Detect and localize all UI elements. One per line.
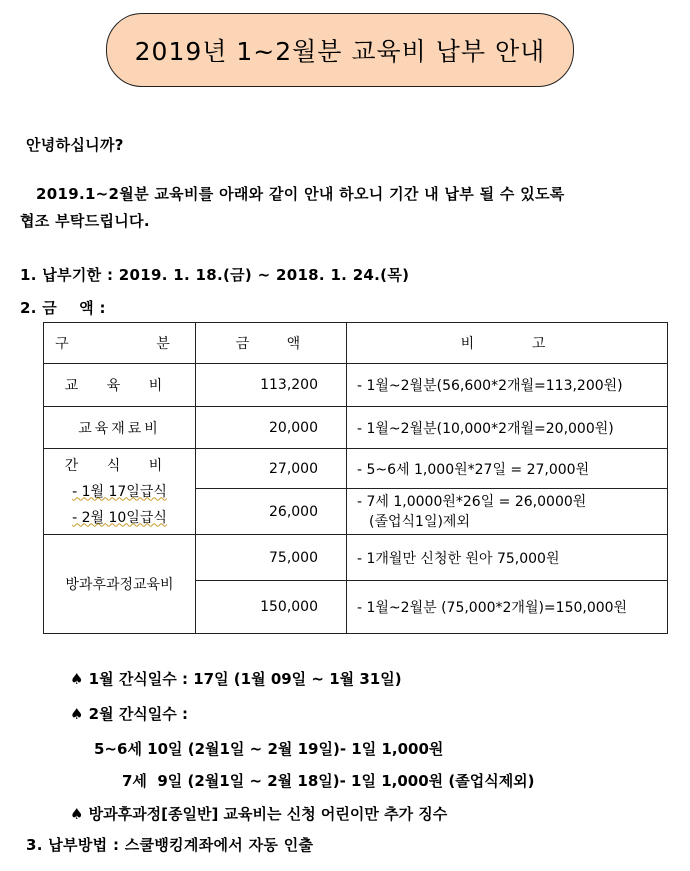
row-snack-note-1: - 5~6세 1,000원*27일 = 27,000원 <box>347 449 668 489</box>
note-feb-7: 7세 9일 (2월1일 ~ 2월 18일)- 1일 1,000원 (졸업식제외) <box>122 772 535 790</box>
header-amount: 금 액 <box>196 323 347 364</box>
greeting: 안녕하십니까? <box>26 136 124 154</box>
table-row <box>44 407 668 449</box>
document-title: 2019년 1~2월분 교육비 납부 안내 <box>106 13 574 87</box>
row-afterschool-note-1: - 1개월만 신청한 원아 75,000원 <box>347 535 668 581</box>
section-amount: 2. 금 액 : <box>20 299 106 317</box>
snack-title: 간 식 비 <box>64 457 175 474</box>
row-materials-note: - 1월~2월분(10,000*2개월=20,000원) <box>347 407 668 449</box>
row-afterschool-label: 방과후과정교육비 <box>44 535 196 634</box>
header-remarks: 비 고 <box>347 323 668 364</box>
row-materials-label: 교육재료비 <box>44 407 196 449</box>
row-tuition-label: 교 육 비 <box>44 364 196 407</box>
row-tuition-note: - 1월~2월분(56,600*2개월=113,200원) <box>347 364 668 407</box>
fee-table <box>43 322 668 634</box>
snack-note-2b: (졸업식1일)제외 <box>369 513 470 530</box>
intro-line-1: 2019.1~2월분 교육비를 아래와 같이 안내 하오니 기간 내 납부 될 수 있도록 <box>36 185 565 203</box>
row-afterschool-amount-1: 75,000 <box>196 535 347 581</box>
row-afterschool-amount-2: 150,000 <box>196 581 347 634</box>
row-snack-label <box>44 449 196 535</box>
note-feb-snack-days: ♠ 2월 간식일수 : <box>70 705 188 723</box>
row-snack-note-2 <box>347 489 668 535</box>
note-jan-snack-days: ♠ 1월 간식일수 : 17일 (1월 09일 ~ 1월 31일) <box>70 670 402 688</box>
row-tuition-amount: 113,200 <box>196 364 347 407</box>
row-materials-amount: 20,000 <box>196 407 347 449</box>
table-row <box>44 535 668 581</box>
row-snack-amount-2: 26,000 <box>196 489 347 535</box>
table-row <box>44 449 668 489</box>
note-feb-5-6: 5~6세 10일 (2월1일 ~ 2월 19일)- 1일 1,000원 <box>94 740 444 758</box>
row-snack-amount-1: 27,000 <box>196 449 347 489</box>
section-payment-deadline: 1. 납부기한 : 2019. 1. 18.(금) ~ 2018. 1. 24.(목) <box>20 266 410 284</box>
section-payment-method: 3. 납부방법 : 스쿨뱅킹계좌에서 자동 인출 <box>26 836 314 854</box>
table-row <box>44 364 668 407</box>
row-afterschool-note-2: - 1월~2월분 (75,000*2개월)=150,000원 <box>347 581 668 634</box>
table-header-row <box>44 323 668 364</box>
snack-note-2a: - 7세 1,0000원*26일 = 26,0000원 <box>357 493 587 510</box>
snack-sub-feb: - 2월 10일급식 <box>72 509 167 526</box>
header-category: 구 분 <box>44 323 196 364</box>
note-afterschool-extra: ♠ 방과후과정[종일반] 교육비는 신청 어린이만 추가 징수 <box>70 805 448 823</box>
snack-sub-jan: - 1월 17일급식 <box>72 483 167 500</box>
intro-line-2: 협조 부탁드립니다. <box>20 212 150 230</box>
